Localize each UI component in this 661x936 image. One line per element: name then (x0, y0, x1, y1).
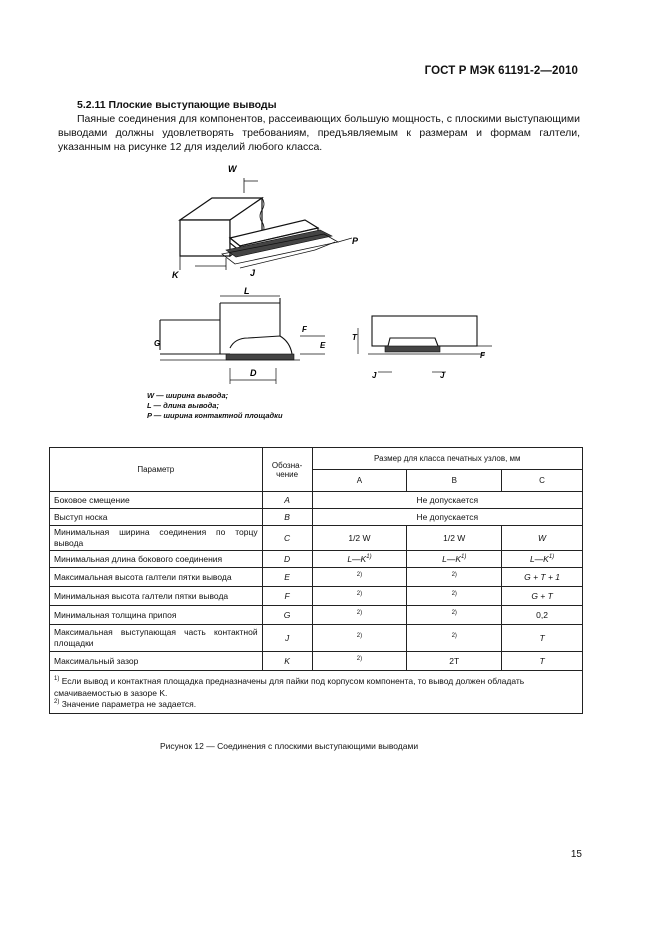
row-name: Выступ носка (50, 509, 263, 526)
label-k: K (172, 270, 179, 280)
label-t: T (352, 333, 357, 342)
row-value-c: 0,2 (502, 606, 583, 625)
legend-item: W — ширина вывода; (147, 391, 229, 400)
row-value-a: 2) (312, 625, 407, 652)
row-value-b: $L—K^{1)}$ (407, 551, 502, 568)
row-symbol: E (262, 568, 312, 587)
header-class-c: C (502, 470, 583, 492)
row-value-a: 2) (312, 652, 407, 671)
table-row (50, 652, 583, 671)
end-view-drawing (358, 316, 492, 372)
label-l: L (244, 286, 250, 296)
row-value-c: W (502, 526, 583, 551)
label-w: W (228, 164, 237, 174)
section-paragraph: Паяные соединения для компонентов, рассеивающих большую мощность, с плоскими выступающими выводами должны удовлетворять требованиям, предъявляемым к размерам и формам галтели, указанным на рисунке 12 для изделий любого класса. (58, 113, 580, 153)
row-value-b: 2T (407, 652, 502, 671)
label-p: P (352, 236, 359, 246)
row-value-c: G + T + 1 (502, 568, 583, 587)
row-merged-value: Не допускается (312, 509, 582, 526)
row-value-c: T (502, 652, 583, 671)
row-symbol: D (262, 551, 312, 568)
row-value-a: 2) (312, 568, 407, 587)
page-number: 15 (570, 849, 582, 860)
row-name: Минимальная длина бокового соединения (50, 551, 263, 568)
row-value-b: 2) (407, 606, 502, 625)
note-2: $^{2)}$ Значение параметра не задается. (54, 699, 197, 709)
row-value-c: $L—K^{1)}$ (502, 551, 583, 568)
legend-item: P — ширина контактной площадки (147, 411, 283, 420)
row-value-b: 2) (407, 625, 502, 652)
figure-legend (147, 391, 283, 421)
figure-caption: Рисунок 12 — Соединения с плоскими выступающими выводами (160, 741, 419, 751)
table-row (50, 587, 583, 606)
table-row (50, 509, 583, 526)
row-value-b: 2) (407, 568, 502, 587)
row-name: Минимальная толщина припоя (50, 606, 263, 625)
row-name: Максимальная выступающая часть контактной площадки (50, 625, 263, 652)
header-class-b: B (407, 470, 502, 492)
table-row (50, 606, 583, 625)
row-merged-value: Не допускается (312, 492, 582, 509)
row-symbol: G (262, 606, 312, 625)
row-value-a: 1/2 W (312, 526, 407, 551)
row-name: Максимальный зазор (50, 652, 263, 671)
row-symbol: F (262, 587, 312, 606)
row-symbol: C (262, 526, 312, 551)
header-parameter: Параметр (50, 448, 263, 492)
label-j: J (250, 268, 256, 278)
table-notes (50, 671, 583, 714)
table-row (50, 551, 583, 568)
row-name: Минимальная высота галтели пятки вывода (50, 587, 263, 606)
table-row (50, 625, 583, 652)
row-value-c: T (502, 625, 583, 652)
side-view-drawing (160, 296, 325, 384)
row-name: Минимальная ширина соединения по торцу вывода (50, 526, 263, 551)
row-symbol: J (262, 625, 312, 652)
table-row (50, 492, 583, 509)
row-symbol: K (262, 652, 312, 671)
label-g: G (154, 339, 161, 348)
row-symbol: B (262, 509, 312, 526)
table-row (50, 526, 583, 551)
isometric-drawing (180, 178, 352, 270)
section-title: 5.2.11 Плоские выступающие выводы (77, 99, 277, 111)
label-j-end-right: J (440, 371, 445, 380)
header-size: Размер для класса печатных узлов, мм (312, 448, 582, 470)
row-symbol: A (262, 492, 312, 509)
header-class-a: A (312, 470, 407, 492)
row-value-c: G + T (502, 587, 583, 606)
header-symbol: Обозна-чение (262, 448, 312, 492)
label-f-end: F (480, 351, 485, 360)
legend-item: L — длина вывода; (147, 401, 219, 410)
table-row (50, 568, 583, 587)
table-notes-row (50, 671, 583, 714)
label-f: F (302, 325, 307, 334)
row-value-a: 2) (312, 587, 407, 606)
row-value-b: 1/2 W (407, 526, 502, 551)
label-d: D (250, 368, 257, 378)
label-j-end-left: J (372, 371, 377, 380)
row-name: Боковое смещение (50, 492, 263, 509)
lead-figure (140, 158, 520, 428)
standard-number: ГОСТ Р МЭК 61191-2—2010 (424, 65, 578, 77)
row-value-b: 2) (407, 587, 502, 606)
parameters-table (49, 447, 583, 714)
row-name: Максимальная высота галтели пятки вывода (50, 568, 263, 587)
label-e: E (320, 341, 326, 350)
row-value-a: $L—K^{1)}$ (312, 551, 407, 568)
row-value-a: 2) (312, 606, 407, 625)
note-1: $^{1)}$ Если вывод и контактная площадка предназначены для пайки под корпусом компонента, то вывод должен обладать смачиваемостью в зазоре K. (54, 676, 525, 698)
